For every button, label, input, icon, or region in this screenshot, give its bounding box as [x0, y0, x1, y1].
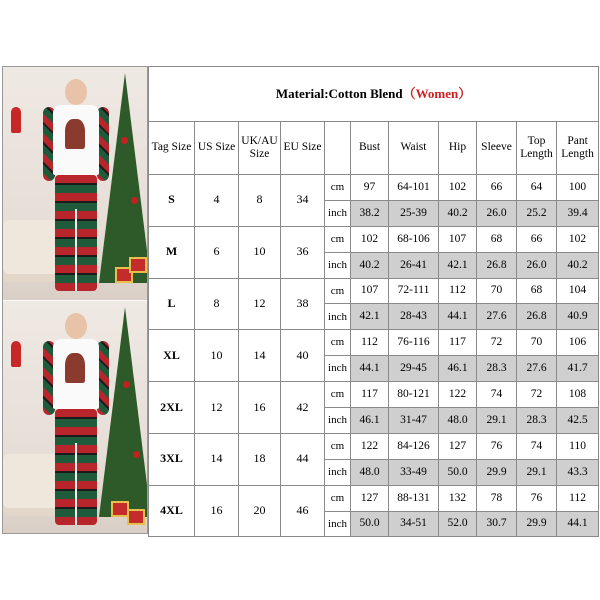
bust-cm-cell: 117	[351, 382, 389, 408]
col-header-sleeve: Sleeve	[477, 122, 517, 175]
pant-length-cm-cell: 102	[557, 226, 599, 252]
hip-cm-cell: 102	[439, 175, 477, 201]
waist-cm-cell: 84-126	[389, 433, 439, 459]
eu-size-cell: 40	[281, 330, 325, 382]
tag-size-cell: 2XL	[149, 382, 195, 434]
top-length-cm-cell: 72	[517, 382, 557, 408]
size-row-cm	[149, 433, 599, 459]
ornament-icon	[131, 197, 138, 204]
unit-label-inch: inch	[325, 459, 351, 485]
sleeve-cm-cell: 78	[477, 485, 517, 511]
gift-box-icon	[127, 509, 145, 525]
hip-cm-cell: 127	[439, 433, 477, 459]
sleeve-inch-cell: 26.0	[477, 200, 517, 226]
top-length-cm-cell: 64	[517, 175, 557, 201]
unit-label-cm: cm	[325, 278, 351, 304]
size-row-cm	[149, 382, 599, 408]
pant-length-cm-cell: 104	[557, 278, 599, 304]
bust-inch-cell: 42.1	[351, 304, 389, 330]
sleeve-inch-cell: 28.3	[477, 356, 517, 382]
pant-length-cm-cell: 106	[557, 330, 599, 356]
waist-cm-cell: 80-121	[389, 382, 439, 408]
bust-inch-cell: 44.1	[351, 356, 389, 382]
hip-cm-cell: 112	[439, 278, 477, 304]
pant-length-inch-cell: 42.5	[557, 408, 599, 434]
ornament-icon	[121, 137, 128, 144]
sleeve-cm-cell: 66	[477, 175, 517, 201]
col-header-bust: Bust	[351, 122, 389, 175]
pant-length-cm-cell: 112	[557, 485, 599, 511]
bust-inch-cell: 48.0	[351, 459, 389, 485]
hip-cm-cell: 107	[439, 226, 477, 252]
top-length-inch-cell: 26.0	[517, 252, 557, 278]
uk-au-size-cell: 14	[239, 330, 281, 382]
eu-size-cell: 44	[281, 433, 325, 485]
pant-length-cm-cell: 108	[557, 382, 599, 408]
col-header-uk-au-size: UK/AU Size	[239, 122, 281, 175]
hip-inch-cell: 44.1	[439, 304, 477, 330]
hip-inch-cell: 52.0	[439, 511, 477, 537]
pant-length-inch-cell: 43.3	[557, 459, 599, 485]
top-length-inch-cell: 29.9	[517, 511, 557, 537]
unit-label-inch: inch	[325, 200, 351, 226]
chart-title-main: Material:Cotton Blend	[275, 85, 403, 101]
col-header-hip: Hip	[439, 122, 477, 175]
pant-length-inch-cell: 40.2	[557, 252, 599, 278]
waist-inch-cell: 33-49	[389, 459, 439, 485]
us-size-cell: 4	[195, 175, 239, 227]
uk-au-size-cell: 12	[239, 278, 281, 330]
eu-size-cell: 34	[281, 175, 325, 227]
col-header-pant-length: Pant Length	[557, 122, 599, 175]
top-length-inch-cell: 27.6	[517, 356, 557, 382]
eu-size-cell: 46	[281, 485, 325, 537]
hip-inch-cell: 42.1	[439, 252, 477, 278]
top-length-cm-cell: 76	[517, 485, 557, 511]
top-length-cm-cell: 70	[517, 330, 557, 356]
unit-label-cm: cm	[325, 330, 351, 356]
sleeve-cm-cell: 74	[477, 382, 517, 408]
col-header-waist: Waist	[389, 122, 439, 175]
size-row-cm	[149, 175, 599, 201]
unit-label-inch: inch	[325, 252, 351, 278]
pant-length-cm-cell: 110	[557, 433, 599, 459]
tag-size-cell: S	[149, 175, 195, 227]
unit-label-cm: cm	[325, 485, 351, 511]
hip-cm-cell: 132	[439, 485, 477, 511]
uk-au-size-cell: 20	[239, 485, 281, 537]
top-length-inch-cell: 28.3	[517, 408, 557, 434]
hip-inch-cell: 48.0	[439, 408, 477, 434]
product-photos	[2, 66, 148, 534]
santa-decoration-icon	[11, 107, 21, 133]
size-row-cm	[149, 278, 599, 304]
bust-cm-cell: 122	[351, 433, 389, 459]
size-row-cm	[149, 330, 599, 356]
size-row-cm	[149, 226, 599, 252]
us-size-cell: 8	[195, 278, 239, 330]
hip-cm-cell: 122	[439, 382, 477, 408]
us-size-cell: 14	[195, 433, 239, 485]
us-size-cell: 6	[195, 226, 239, 278]
sleeve-inch-cell: 30.7	[477, 511, 517, 537]
product-photo-1	[3, 67, 147, 300]
unit-label-inch: inch	[325, 408, 351, 434]
top-length-inch-cell: 25.2	[517, 200, 557, 226]
bust-cm-cell: 127	[351, 485, 389, 511]
waist-cm-cell: 72-111	[389, 278, 439, 304]
top-length-cm-cell: 66	[517, 226, 557, 252]
waist-inch-cell: 34-51	[389, 511, 439, 537]
unit-label-cm: cm	[325, 382, 351, 408]
chart-title	[149, 67, 599, 122]
size-chart	[148, 66, 599, 537]
waist-cm-cell: 88-131	[389, 485, 439, 511]
waist-inch-cell: 26-41	[389, 252, 439, 278]
bust-cm-cell: 102	[351, 226, 389, 252]
hip-inch-cell: 50.0	[439, 459, 477, 485]
unit-label-cm: cm	[325, 175, 351, 201]
top-length-inch-cell: 29.1	[517, 459, 557, 485]
uk-au-size-cell: 10	[239, 226, 281, 278]
us-size-cell: 12	[195, 382, 239, 434]
reindeer-print-icon	[65, 353, 85, 383]
pant-length-inch-cell: 40.9	[557, 304, 599, 330]
hip-inch-cell: 40.2	[439, 200, 477, 226]
gift-box-icon	[129, 257, 147, 273]
tag-size-cell: M	[149, 226, 195, 278]
pant-length-inch-cell: 41.7	[557, 356, 599, 382]
tag-size-cell: XL	[149, 330, 195, 382]
size-row-cm	[149, 485, 599, 511]
model-figure	[45, 313, 107, 531]
sleeve-cm-cell: 76	[477, 433, 517, 459]
unit-label-inch: inch	[325, 356, 351, 382]
col-header-us-size: US Size	[195, 122, 239, 175]
waist-cm-cell: 76-116	[389, 330, 439, 356]
bust-inch-cell: 40.2	[351, 252, 389, 278]
unit-label-cm: cm	[325, 226, 351, 252]
uk-au-size-cell: 18	[239, 433, 281, 485]
uk-au-size-cell: 16	[239, 382, 281, 434]
bust-inch-cell: 50.0	[351, 511, 389, 537]
waist-inch-cell: 31-47	[389, 408, 439, 434]
tag-size-cell: 4XL	[149, 485, 195, 537]
unit-label-inch: inch	[325, 304, 351, 330]
waist-inch-cell: 25-39	[389, 200, 439, 226]
tag-size-cell: L	[149, 278, 195, 330]
pant-length-inch-cell: 39.4	[557, 200, 599, 226]
sleeve-inch-cell: 29.9	[477, 459, 517, 485]
waist-inch-cell: 28-43	[389, 304, 439, 330]
reindeer-print-icon	[65, 119, 85, 149]
unit-label-inch: inch	[325, 511, 351, 537]
sleeve-inch-cell: 29.1	[477, 408, 517, 434]
waist-cm-cell: 64-101	[389, 175, 439, 201]
pant-length-inch-cell: 44.1	[557, 511, 599, 537]
bust-cm-cell: 107	[351, 278, 389, 304]
ornament-icon	[123, 381, 130, 388]
col-header-unit	[325, 122, 351, 175]
unit-label-cm: cm	[325, 433, 351, 459]
bust-cm-cell: 112	[351, 330, 389, 356]
sleeve-cm-cell: 68	[477, 226, 517, 252]
top-length-cm-cell: 68	[517, 278, 557, 304]
santa-decoration-icon	[11, 341, 21, 367]
eu-size-cell: 38	[281, 278, 325, 330]
bust-inch-cell: 46.1	[351, 408, 389, 434]
waist-inch-cell: 29-45	[389, 356, 439, 382]
sleeve-inch-cell: 27.6	[477, 304, 517, 330]
top-length-inch-cell: 26.8	[517, 304, 557, 330]
us-size-cell: 10	[195, 330, 239, 382]
product-photo-2	[3, 301, 147, 534]
chart-title-accent: （Women）	[402, 85, 472, 101]
header-row	[149, 122, 599, 175]
col-header-eu-size: EU Size	[281, 122, 325, 175]
us-size-cell: 16	[195, 485, 239, 537]
col-header-tag-size: Tag Size	[149, 122, 195, 175]
tag-size-cell: 3XL	[149, 433, 195, 485]
eu-size-cell: 36	[281, 226, 325, 278]
waist-cm-cell: 68-106	[389, 226, 439, 252]
uk-au-size-cell: 8	[239, 175, 281, 227]
col-header-top-length: Top Length	[517, 122, 557, 175]
sleeve-cm-cell: 72	[477, 330, 517, 356]
top-length-cm-cell: 74	[517, 433, 557, 459]
hip-cm-cell: 117	[439, 330, 477, 356]
bust-inch-cell: 38.2	[351, 200, 389, 226]
sleeve-inch-cell: 26.8	[477, 252, 517, 278]
pant-length-cm-cell: 100	[557, 175, 599, 201]
eu-size-cell: 42	[281, 382, 325, 434]
model-figure	[45, 79, 107, 297]
hip-inch-cell: 46.1	[439, 356, 477, 382]
bust-cm-cell: 97	[351, 175, 389, 201]
ornament-icon	[133, 451, 140, 458]
sleeve-cm-cell: 70	[477, 278, 517, 304]
